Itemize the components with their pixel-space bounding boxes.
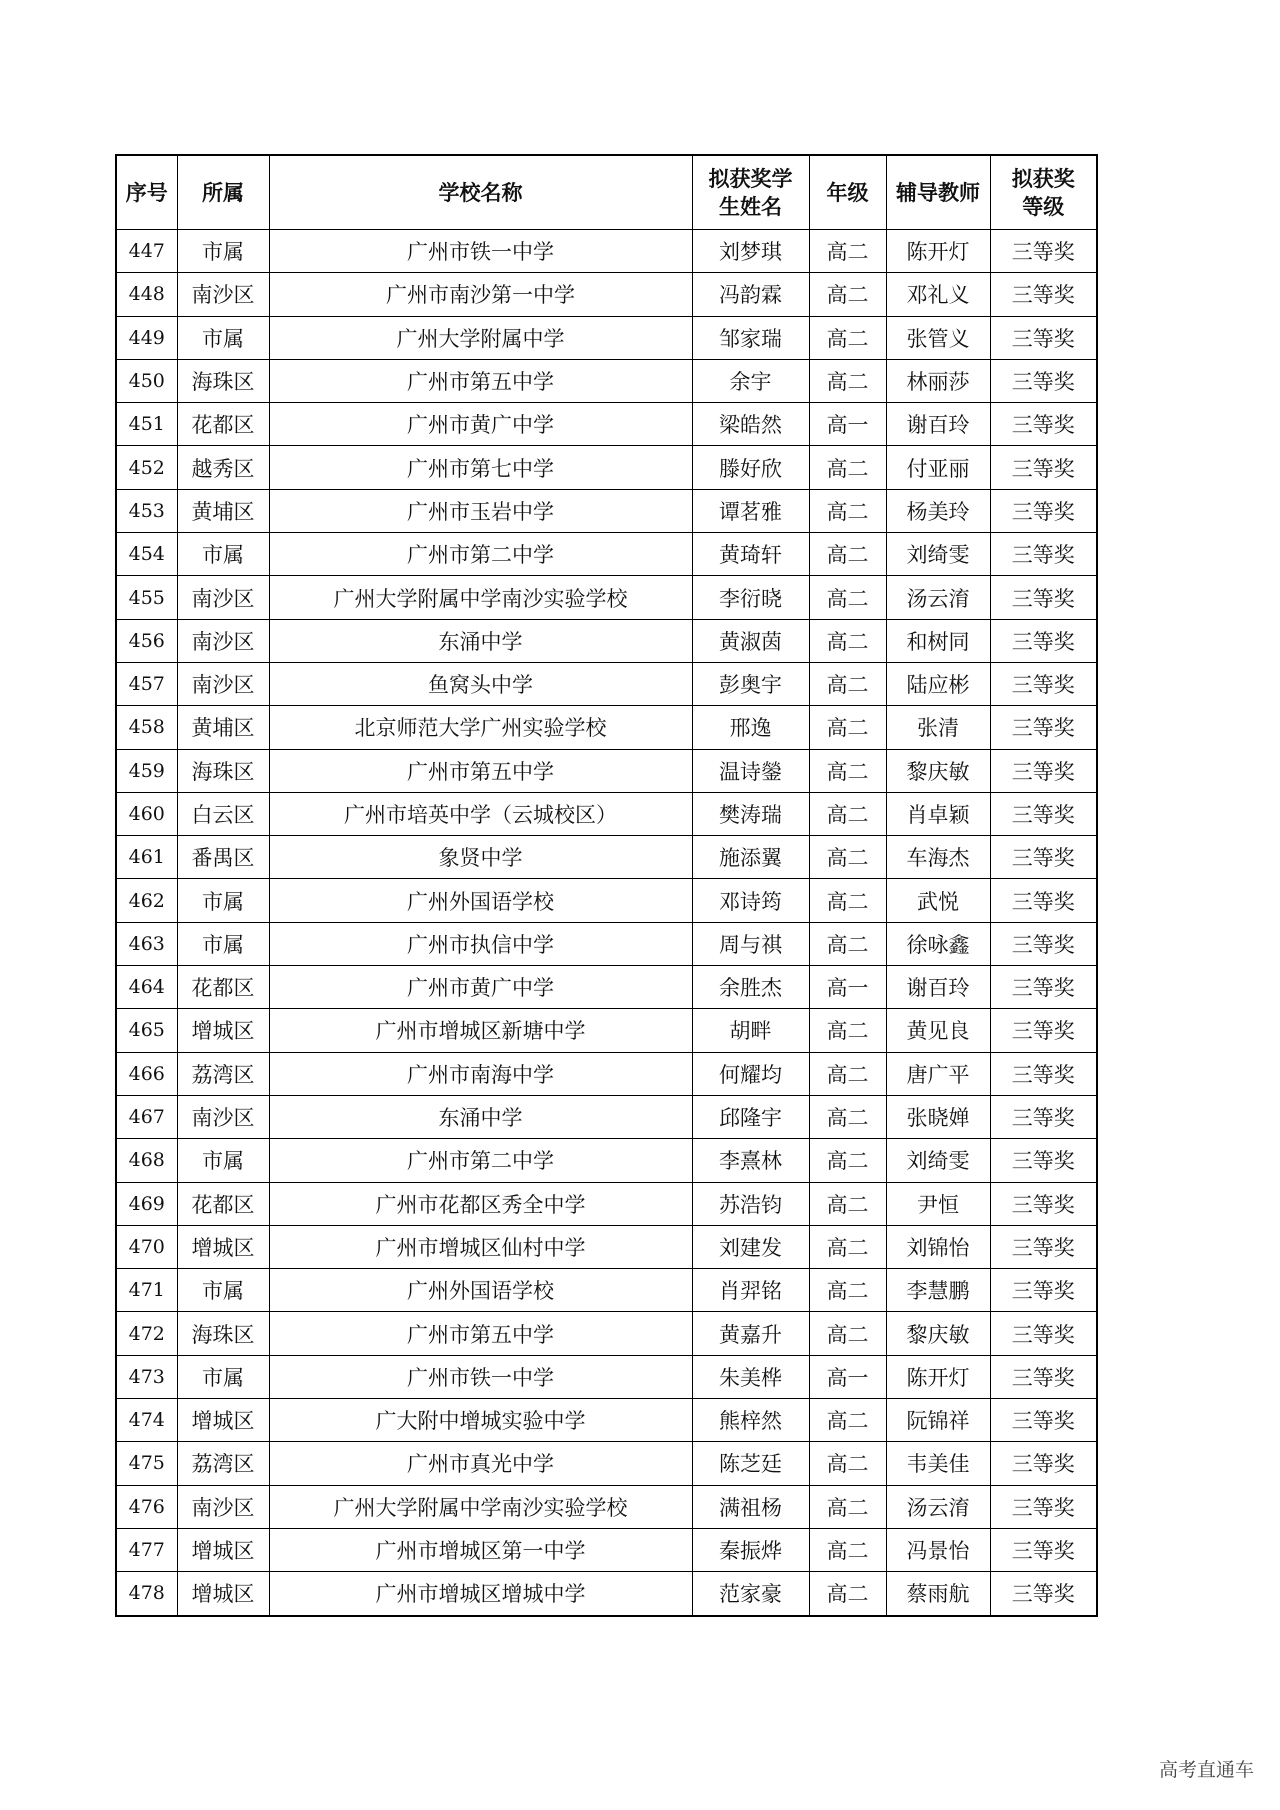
cell-no: 450 <box>116 359 177 402</box>
cell-award: 三等奖 <box>990 749 1097 792</box>
cell-grade: 高二 <box>809 446 886 489</box>
cell-district: 越秀区 <box>177 446 269 489</box>
cell-no: 477 <box>116 1528 177 1571</box>
cell-no: 478 <box>116 1572 177 1616</box>
cell-no: 470 <box>116 1225 177 1268</box>
cell-school: 广州市真光中学 <box>269 1442 692 1485</box>
cell-award: 三等奖 <box>990 1355 1097 1398</box>
cell-teacher: 汤云淯 <box>886 1485 990 1528</box>
cell-award: 三等奖 <box>990 1399 1097 1442</box>
table-row <box>116 836 1097 879</box>
cell-school: 广州市铁一中学 <box>269 1355 692 1398</box>
cell-award: 三等奖 <box>990 792 1097 835</box>
cell-grade: 高二 <box>809 879 886 922</box>
cell-school: 鱼窝头中学 <box>269 662 692 705</box>
cell-district: 增城区 <box>177 1009 269 1052</box>
cell-student: 梁皓然 <box>692 403 809 446</box>
cell-district: 市属 <box>177 1139 269 1182</box>
cell-no: 449 <box>116 316 177 359</box>
cell-school: 广州外国语学校 <box>269 879 692 922</box>
cell-student: 刘梦琪 <box>692 230 809 273</box>
cell-award: 三等奖 <box>990 1269 1097 1312</box>
cell-teacher: 汤云淯 <box>886 576 990 619</box>
cell-student: 邱隆宇 <box>692 1095 809 1138</box>
cell-no: 476 <box>116 1485 177 1528</box>
cell-grade: 高一 <box>809 403 886 446</box>
cell-student: 李衍晓 <box>692 576 809 619</box>
cell-teacher: 张管义 <box>886 316 990 359</box>
header-award: 拟获奖等级 <box>990 155 1097 230</box>
cell-teacher: 刘锦怡 <box>886 1225 990 1268</box>
table-row <box>116 1139 1097 1182</box>
cell-grade: 高二 <box>809 359 886 402</box>
cell-school: 广州市第五中学 <box>269 749 692 792</box>
cell-school: 广州大学附属中学南沙实验学校 <box>269 1485 692 1528</box>
cell-award: 三等奖 <box>990 1528 1097 1571</box>
cell-teacher: 阮锦祥 <box>886 1399 990 1442</box>
table-row <box>116 662 1097 705</box>
cell-award: 三等奖 <box>990 1009 1097 1052</box>
cell-grade: 高二 <box>809 576 886 619</box>
cell-student: 邹家瑞 <box>692 316 809 359</box>
cell-teacher: 付亚丽 <box>886 446 990 489</box>
cell-no: 461 <box>116 836 177 879</box>
cell-no: 466 <box>116 1052 177 1095</box>
table-row <box>116 316 1097 359</box>
cell-teacher: 谢百玲 <box>886 966 990 1009</box>
table-row <box>116 1442 1097 1485</box>
table-row <box>116 879 1097 922</box>
cell-district: 白云区 <box>177 792 269 835</box>
cell-district: 花都区 <box>177 1182 269 1225</box>
cell-student: 黄嘉升 <box>692 1312 809 1355</box>
cell-student: 谭茗雅 <box>692 489 809 532</box>
cell-teacher: 黎庆敏 <box>886 1312 990 1355</box>
cell-grade: 高二 <box>809 922 886 965</box>
cell-grade: 高二 <box>809 1485 886 1528</box>
cell-school: 广州市黄广中学 <box>269 403 692 446</box>
cell-grade: 高一 <box>809 1355 886 1398</box>
cell-no: 447 <box>116 230 177 273</box>
cell-teacher: 杨美玲 <box>886 489 990 532</box>
cell-award: 三等奖 <box>990 489 1097 532</box>
cell-no: 469 <box>116 1182 177 1225</box>
cell-school: 广州大学附属中学南沙实验学校 <box>269 576 692 619</box>
cell-district: 海珠区 <box>177 1312 269 1355</box>
cell-grade: 高二 <box>809 1528 886 1571</box>
cell-award: 三等奖 <box>990 359 1097 402</box>
cell-student: 施添翼 <box>692 836 809 879</box>
cell-district: 市属 <box>177 230 269 273</box>
table-row <box>116 1399 1097 1442</box>
cell-no: 467 <box>116 1095 177 1138</box>
table-row <box>116 230 1097 273</box>
cell-school: 广州市执信中学 <box>269 922 692 965</box>
cell-no: 457 <box>116 662 177 705</box>
cell-student: 苏浩钧 <box>692 1182 809 1225</box>
table-row <box>116 1052 1097 1095</box>
cell-school: 广州市铁一中学 <box>269 230 692 273</box>
cell-district: 南沙区 <box>177 273 269 316</box>
table-row <box>116 446 1097 489</box>
table-row <box>116 403 1097 446</box>
cell-grade: 高二 <box>809 1009 886 1052</box>
cell-school: 广大附中增城实验中学 <box>269 1399 692 1442</box>
cell-award: 三等奖 <box>990 1572 1097 1616</box>
cell-student: 刘建发 <box>692 1225 809 1268</box>
cell-school: 广州市增城区仙村中学 <box>269 1225 692 1268</box>
cell-school: 广州大学附属中学 <box>269 316 692 359</box>
cell-no: 453 <box>116 489 177 532</box>
header-student: 拟获奖学生姓名 <box>692 155 809 230</box>
cell-student: 陈芝廷 <box>692 1442 809 1485</box>
cell-grade: 高二 <box>809 273 886 316</box>
cell-award: 三等奖 <box>990 1442 1097 1485</box>
cell-teacher: 黎庆敏 <box>886 749 990 792</box>
cell-grade: 高二 <box>809 1399 886 1442</box>
cell-award: 三等奖 <box>990 662 1097 705</box>
cell-no: 468 <box>116 1139 177 1182</box>
cell-award: 三等奖 <box>990 576 1097 619</box>
cell-teacher: 刘绮雯 <box>886 1139 990 1182</box>
cell-award: 三等奖 <box>990 446 1097 489</box>
cell-grade: 高二 <box>809 1312 886 1355</box>
cell-award: 三等奖 <box>990 1052 1097 1095</box>
cell-student: 范家豪 <box>692 1572 809 1616</box>
cell-no: 452 <box>116 446 177 489</box>
cell-teacher: 林丽莎 <box>886 359 990 402</box>
cell-district: 南沙区 <box>177 1095 269 1138</box>
cell-district: 荔湾区 <box>177 1052 269 1095</box>
cell-teacher: 陈开灯 <box>886 230 990 273</box>
table-row <box>116 273 1097 316</box>
cell-district: 市属 <box>177 879 269 922</box>
cell-school: 广州市第五中学 <box>269 1312 692 1355</box>
cell-grade: 高二 <box>809 1225 886 1268</box>
cell-district: 增城区 <box>177 1572 269 1616</box>
cell-grade: 高二 <box>809 662 886 705</box>
cell-teacher: 唐广平 <box>886 1052 990 1095</box>
cell-teacher: 陈开灯 <box>886 1355 990 1398</box>
cell-school: 广州市第七中学 <box>269 446 692 489</box>
cell-grade: 高一 <box>809 966 886 1009</box>
cell-school: 广州市增城区第一中学 <box>269 1528 692 1571</box>
cell-no: 462 <box>116 879 177 922</box>
cell-school: 东涌中学 <box>269 619 692 662</box>
cell-teacher: 黄见良 <box>886 1009 990 1052</box>
cell-student: 何耀均 <box>692 1052 809 1095</box>
cell-teacher: 韦美佳 <box>886 1442 990 1485</box>
cell-school: 广州市花都区秀全中学 <box>269 1182 692 1225</box>
table-row <box>116 1009 1097 1052</box>
table-row <box>116 1572 1097 1616</box>
table-row <box>116 922 1097 965</box>
cell-student: 满祖杨 <box>692 1485 809 1528</box>
cell-grade: 高二 <box>809 706 886 749</box>
cell-school: 广州市玉岩中学 <box>269 489 692 532</box>
cell-grade: 高二 <box>809 1442 886 1485</box>
cell-grade: 高二 <box>809 792 886 835</box>
cell-teacher: 李慧鹏 <box>886 1269 990 1312</box>
table-row <box>116 533 1097 576</box>
table-row <box>116 359 1097 402</box>
cell-teacher: 肖卓颖 <box>886 792 990 835</box>
table-row <box>116 1095 1097 1138</box>
cell-school: 广州市第二中学 <box>269 533 692 576</box>
cell-student: 李熹林 <box>692 1139 809 1182</box>
cell-student: 滕好欣 <box>692 446 809 489</box>
cell-award: 三等奖 <box>990 230 1097 273</box>
cell-school: 广州市南沙第一中学 <box>269 273 692 316</box>
cell-school: 北京师范大学广州实验学校 <box>269 706 692 749</box>
cell-teacher: 冯景怡 <box>886 1528 990 1571</box>
cell-district: 海珠区 <box>177 359 269 402</box>
cell-award: 三等奖 <box>990 879 1097 922</box>
watermark: 高考直通车 <box>1158 1759 1254 1781</box>
table-row <box>116 1355 1097 1398</box>
cell-award: 三等奖 <box>990 706 1097 749</box>
cell-student: 邢逸 <box>692 706 809 749</box>
cell-teacher: 邓礼义 <box>886 273 990 316</box>
cell-school: 广州市增城区新塘中学 <box>269 1009 692 1052</box>
cell-teacher: 蔡雨航 <box>886 1572 990 1616</box>
cell-student: 温诗鎣 <box>692 749 809 792</box>
cell-teacher: 徐咏鑫 <box>886 922 990 965</box>
cell-student: 黄淑茵 <box>692 619 809 662</box>
table-row <box>116 1182 1097 1225</box>
cell-teacher: 车海杰 <box>886 836 990 879</box>
cell-grade: 高二 <box>809 749 886 792</box>
cell-grade: 高二 <box>809 1182 886 1225</box>
cell-student: 冯韵霖 <box>692 273 809 316</box>
cell-student: 邓诗筠 <box>692 879 809 922</box>
cell-no: 458 <box>116 706 177 749</box>
cell-school: 广州市增城区增城中学 <box>269 1572 692 1616</box>
table-row <box>116 1269 1097 1312</box>
cell-grade: 高二 <box>809 230 886 273</box>
table-row <box>116 792 1097 835</box>
cell-district: 市属 <box>177 1269 269 1312</box>
cell-student: 彭奥宇 <box>692 662 809 705</box>
cell-award: 三等奖 <box>990 922 1097 965</box>
cell-district: 增城区 <box>177 1528 269 1571</box>
cell-district: 黄埔区 <box>177 489 269 532</box>
table-row <box>116 576 1097 619</box>
cell-no: 455 <box>116 576 177 619</box>
table-body <box>116 230 1097 1616</box>
cell-district: 市属 <box>177 316 269 359</box>
table-row <box>116 706 1097 749</box>
cell-grade: 高二 <box>809 489 886 532</box>
table-row <box>116 1485 1097 1528</box>
cell-student: 秦振烨 <box>692 1528 809 1571</box>
cell-grade: 高二 <box>809 316 886 359</box>
table-row <box>116 489 1097 532</box>
cell-district: 市属 <box>177 922 269 965</box>
cell-district: 南沙区 <box>177 576 269 619</box>
cell-teacher: 武悦 <box>886 879 990 922</box>
cell-no: 465 <box>116 1009 177 1052</box>
award-table <box>115 154 1098 1617</box>
cell-grade: 高二 <box>809 619 886 662</box>
cell-grade: 高二 <box>809 1572 886 1616</box>
header-district: 所属 <box>177 155 269 230</box>
cell-school: 广州市黄广中学 <box>269 966 692 1009</box>
cell-no: 448 <box>116 273 177 316</box>
cell-district: 海珠区 <box>177 749 269 792</box>
cell-award: 三等奖 <box>990 403 1097 446</box>
table-row <box>116 1312 1097 1355</box>
cell-grade: 高二 <box>809 533 886 576</box>
header-grade: 年级 <box>809 155 886 230</box>
cell-no: 474 <box>116 1399 177 1442</box>
cell-district: 南沙区 <box>177 662 269 705</box>
cell-school: 象贤中学 <box>269 836 692 879</box>
cell-student: 周与祺 <box>692 922 809 965</box>
cell-school: 广州市培英中学（云城校区） <box>269 792 692 835</box>
cell-district: 花都区 <box>177 403 269 446</box>
cell-no: 463 <box>116 922 177 965</box>
header-teacher: 辅导教师 <box>886 155 990 230</box>
cell-student: 樊涛瑞 <box>692 792 809 835</box>
cell-teacher: 谢百玲 <box>886 403 990 446</box>
cell-grade: 高二 <box>809 1052 886 1095</box>
cell-district: 黄埔区 <box>177 706 269 749</box>
cell-grade: 高二 <box>809 1269 886 1312</box>
cell-district: 花都区 <box>177 966 269 1009</box>
header-no: 序号 <box>116 155 177 230</box>
cell-student: 肖羿铭 <box>692 1269 809 1312</box>
cell-award: 三等奖 <box>990 1312 1097 1355</box>
cell-no: 472 <box>116 1312 177 1355</box>
cell-no: 456 <box>116 619 177 662</box>
cell-award: 三等奖 <box>990 316 1097 359</box>
cell-award: 三等奖 <box>990 966 1097 1009</box>
table-row <box>116 619 1097 662</box>
cell-school: 广州市第五中学 <box>269 359 692 402</box>
cell-district: 南沙区 <box>177 1485 269 1528</box>
cell-award: 三等奖 <box>990 533 1097 576</box>
cell-district: 番禺区 <box>177 836 269 879</box>
cell-grade: 高二 <box>809 836 886 879</box>
cell-no: 451 <box>116 403 177 446</box>
cell-no: 475 <box>116 1442 177 1485</box>
cell-award: 三等奖 <box>990 1485 1097 1528</box>
cell-award: 三等奖 <box>990 1095 1097 1138</box>
cell-teacher: 张清 <box>886 706 990 749</box>
cell-no: 473 <box>116 1355 177 1398</box>
cell-district: 市属 <box>177 533 269 576</box>
cell-student: 黄琦轩 <box>692 533 809 576</box>
cell-no: 454 <box>116 533 177 576</box>
table-row <box>116 1528 1097 1571</box>
cell-school: 东涌中学 <box>269 1095 692 1138</box>
cell-grade: 高二 <box>809 1095 886 1138</box>
cell-grade: 高二 <box>809 1139 886 1182</box>
cell-district: 南沙区 <box>177 619 269 662</box>
cell-student: 余胜杰 <box>692 966 809 1009</box>
table-row <box>116 966 1097 1009</box>
cell-award: 三等奖 <box>990 1139 1097 1182</box>
cell-student: 余宇 <box>692 359 809 402</box>
cell-school: 广州外国语学校 <box>269 1269 692 1312</box>
cell-student: 胡畔 <box>692 1009 809 1052</box>
cell-no: 460 <box>116 792 177 835</box>
table-row <box>116 1225 1097 1268</box>
cell-award: 三等奖 <box>990 1225 1097 1268</box>
cell-no: 459 <box>116 749 177 792</box>
cell-student: 朱美桦 <box>692 1355 809 1398</box>
cell-award: 三等奖 <box>990 273 1097 316</box>
header-row <box>116 155 1097 230</box>
cell-award: 三等奖 <box>990 836 1097 879</box>
cell-district: 增城区 <box>177 1399 269 1442</box>
cell-district: 增城区 <box>177 1225 269 1268</box>
cell-school: 广州市南海中学 <box>269 1052 692 1095</box>
cell-no: 464 <box>116 966 177 1009</box>
cell-award: 三等奖 <box>990 619 1097 662</box>
cell-award: 三等奖 <box>990 1182 1097 1225</box>
cell-teacher: 陆应彬 <box>886 662 990 705</box>
cell-teacher: 张晓婵 <box>886 1095 990 1138</box>
cell-school: 广州市第二中学 <box>269 1139 692 1182</box>
cell-student: 熊梓然 <box>692 1399 809 1442</box>
cell-district: 荔湾区 <box>177 1442 269 1485</box>
cell-teacher: 刘绮雯 <box>886 533 990 576</box>
cell-no: 471 <box>116 1269 177 1312</box>
cell-teacher: 和树同 <box>886 619 990 662</box>
cell-district: 市属 <box>177 1355 269 1398</box>
table-row <box>116 749 1097 792</box>
cell-teacher: 尹恒 <box>886 1182 990 1225</box>
header-school: 学校名称 <box>269 155 692 230</box>
